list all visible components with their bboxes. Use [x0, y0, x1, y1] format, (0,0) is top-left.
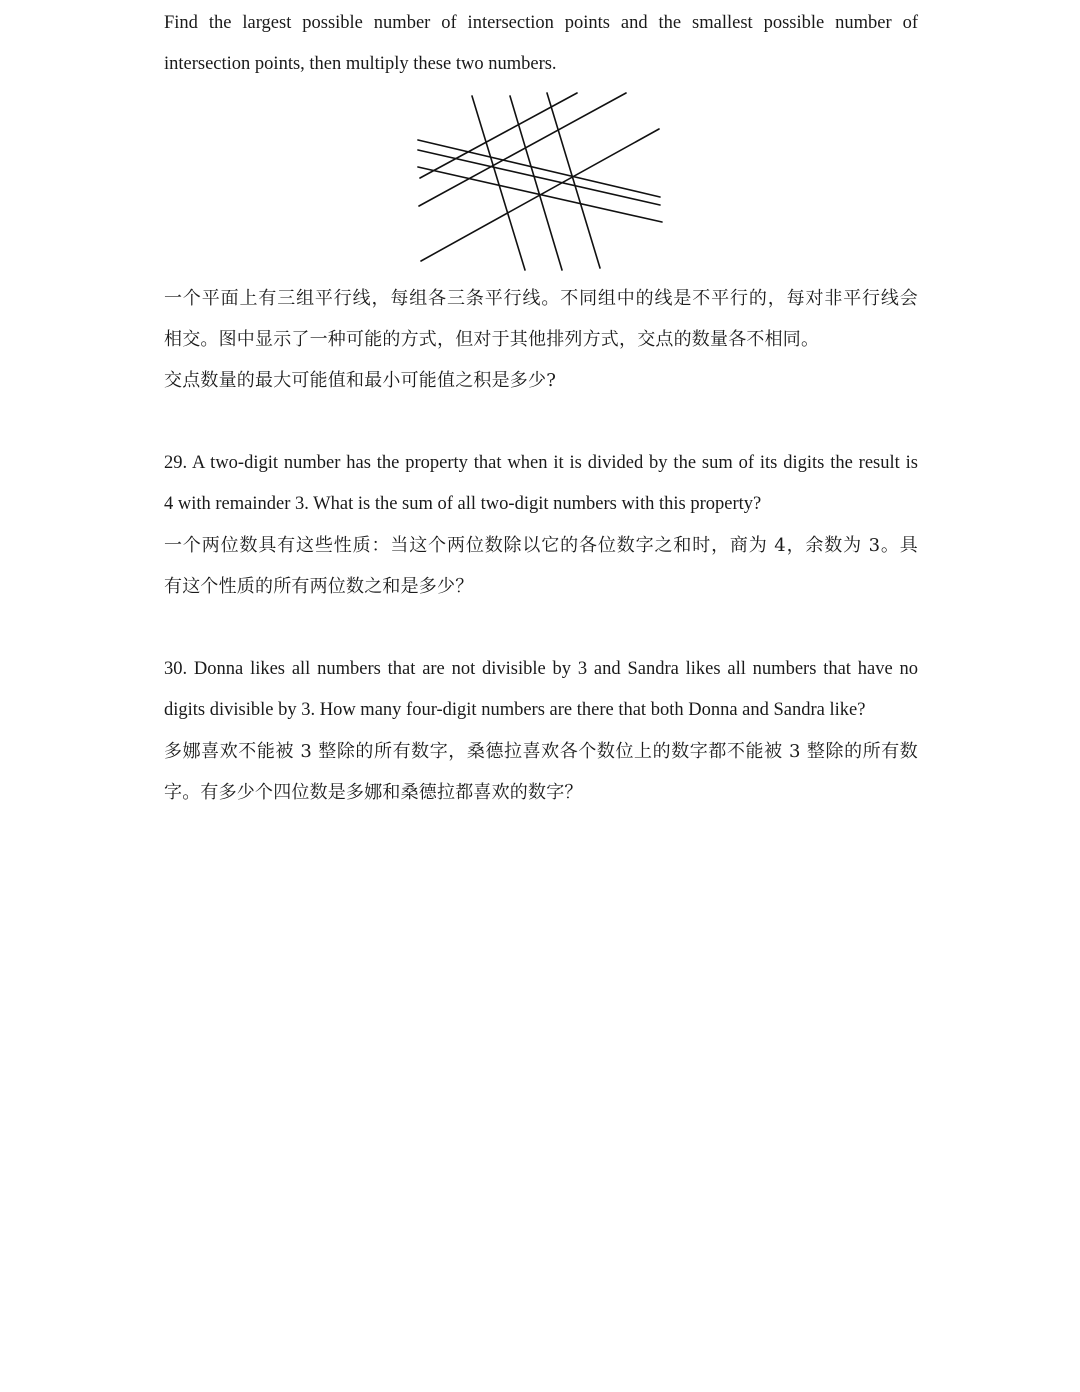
text-line: 29. A two-digit number has the property that when it is divided by the sum of its digits the result is: [164, 453, 918, 473]
line-rising-1: [420, 93, 577, 178]
problem-28-chinese: [164, 278, 918, 401]
text-line: 相交。图中显示了一种可能的方式，但对于其他排列方式，交点的数量各不相同。: [164, 329, 820, 350]
line-shallow-2: [418, 150, 660, 205]
text-line: 30. Donna likes all numbers that are not divisible by 3 and Sandra likes all numbers that have no: [164, 659, 918, 679]
line-rising-3: [421, 129, 659, 261]
line-shallow-1: [418, 140, 660, 197]
line-steep-2: [510, 96, 562, 270]
text-line: 4 with remainder 3. What is the sum of all two-digit numbers with this property?: [164, 494, 762, 514]
problem-28-english: [164, 3, 918, 85]
problem-29: [164, 443, 918, 607]
line-shallow-3: [418, 167, 662, 222]
text-line: 一个两位数具有这些性质：当这个两位数除以它的各位数字之和时，商为 4，余数为 3。具: [164, 535, 918, 556]
text-line: 有这个性质的所有两位数之和是多少？: [164, 576, 474, 597]
line-steep-1: [472, 96, 525, 270]
text-line: 一个平面上有三组平行线，每组各三条平行线。不同组中的线是不平行的，每对非平行线会: [164, 288, 918, 309]
text-line: digits divisible by 3. How many four-digit numbers are there that both Donna and Sandra like?: [164, 700, 866, 720]
text-line: 交点数量的最大可能值和最小可能值之积是多少?: [164, 370, 557, 391]
text-line: 字。有多少个四位数是多娜和桑德拉都喜欢的数字？: [164, 782, 583, 803]
text-line: Find the largest possible number of intersection points and the smallest possible number of: [164, 13, 918, 33]
problem-30: [164, 649, 918, 813]
text-line: 多娜喜欢不能被 3 整除的所有数字，桑德拉喜欢各个数位上的数字都不能被 3 整除的所有数: [164, 741, 918, 762]
line-rising-2: [419, 93, 626, 206]
text-line: intersection points, then multiply these two numbers.: [164, 54, 557, 74]
line-steep-3: [547, 93, 600, 268]
